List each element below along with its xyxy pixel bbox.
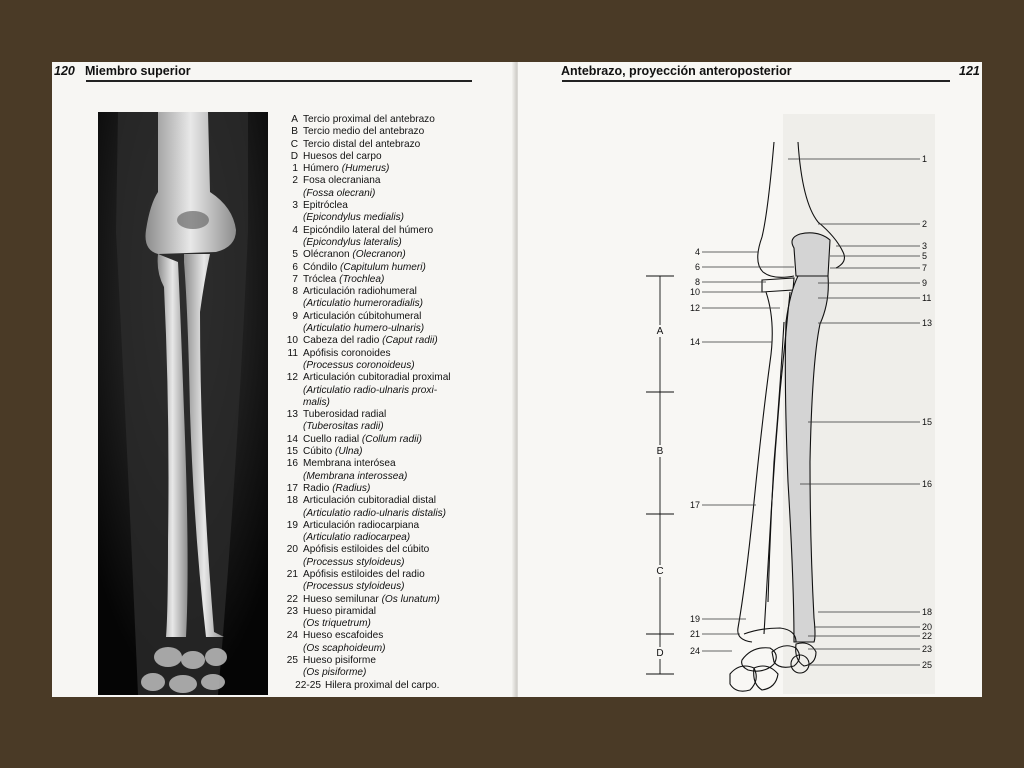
legend-key: 7 (292, 273, 298, 285)
legend-text (303, 200, 515, 212)
legend-term: Huesos del carpo (303, 150, 382, 162)
legend-item (285, 139, 515, 151)
diagram-label: 15 (922, 417, 933, 427)
legend-latin: (Collum radii) (361, 433, 422, 445)
legend-item (285, 483, 515, 495)
legend-key: 4 (292, 224, 298, 236)
legend-latin: (Capitulum humeri) (340, 261, 426, 273)
legend-term: Epitróclea (303, 200, 348, 212)
legend-text (303, 126, 515, 138)
legend-key: 9 (292, 310, 298, 322)
legend-term: Apófisis estiloides del radio (303, 568, 425, 580)
legend-item (285, 286, 515, 298)
legend-text (303, 458, 515, 470)
diagram-label: 8 (694, 277, 700, 287)
legend-key: 22 (286, 593, 298, 605)
legend-item (285, 495, 515, 507)
diagram-label: 10 (689, 287, 700, 297)
legend-key: 19 (286, 519, 298, 531)
legend-latin: (Articulatio humeroradialis) (303, 298, 424, 310)
diagram-label: 16 (922, 479, 933, 489)
legend-latin: (Epicondylus lateralis) (303, 236, 402, 248)
legend-text (325, 680, 515, 692)
legend-latin: (Tuberositas radii) (303, 421, 384, 433)
section-letter: C (656, 566, 664, 577)
legend-text (303, 274, 515, 286)
diagram-label: 3 (922, 241, 928, 251)
legend-term: Cóndilo (303, 261, 338, 273)
legend-text (303, 495, 515, 507)
legend-item (285, 434, 515, 446)
xray-svg (98, 112, 268, 695)
legend-term: Olécranon (303, 249, 350, 261)
legend-text (303, 262, 515, 274)
legend-key: B (291, 126, 298, 138)
legend-latin: (Olecranon) (352, 249, 406, 261)
legend-latin: (Humerus) (341, 163, 390, 175)
left-page (52, 62, 514, 697)
legend-latin: (Articulatio radio-ulnaris distalis) (303, 507, 447, 519)
legend-key: 17 (286, 482, 298, 494)
legend-key: 20 (286, 544, 298, 556)
diagram-label: 2 (922, 219, 928, 229)
diagram-label: 20 (922, 622, 933, 632)
legend-latin: (Processus styloideus) (303, 581, 405, 593)
legend-item (285, 163, 515, 175)
legend-key: 2 (292, 175, 298, 187)
left-page-number: 120 (54, 64, 75, 78)
legend-text (303, 520, 515, 532)
legend-term: Articulación cúbitohumeral (303, 310, 422, 322)
legend-item (285, 200, 515, 212)
legend-key: 10 (286, 335, 298, 347)
legend-key: 18 (286, 495, 298, 507)
legend-term: Tercio proximal del antebrazo (303, 114, 435, 125)
legend-key: 1 (292, 163, 298, 175)
diagram-label: 18 (922, 607, 933, 617)
legend-key: D (290, 150, 298, 162)
forearm-diagram (518, 62, 982, 697)
legend-item (285, 569, 515, 581)
right-page (518, 62, 982, 697)
legend-latin: (Processus styloideus) (303, 556, 405, 568)
legend-latin: (Epicondylus medialis) (303, 212, 404, 224)
book-spread (52, 62, 982, 697)
diagram-label: 13 (922, 318, 933, 328)
diagram-label: 21 (689, 629, 700, 639)
legend-latin: (Trochlea) (339, 273, 385, 285)
legend-text (303, 249, 515, 261)
diagram-label: 4 (694, 247, 700, 257)
legend-term: Cabeza del radio (303, 335, 380, 347)
legend-item (285, 594, 515, 606)
diagram-label: 25 (922, 660, 933, 670)
left-header-rule (86, 80, 472, 82)
legend-key: 16 (286, 458, 298, 470)
legend-term: Cúbito (303, 446, 333, 458)
legend-term: Hueso piramidal (303, 605, 376, 617)
legend-key: 11 (287, 347, 298, 359)
legend-key: 21 (286, 568, 298, 580)
legend-latin: (Caput radii) (382, 335, 438, 347)
legend-text (303, 409, 515, 421)
legend-latin: (Ulna) (335, 446, 363, 458)
legend-item (285, 151, 515, 163)
legend-term: Membrana interósea (303, 458, 396, 470)
legend-key: 5 (292, 249, 298, 261)
diagram-label: 22 (922, 631, 933, 641)
legend-text (303, 606, 515, 618)
legend-term: Articulación radiohumeral (303, 286, 417, 298)
legend-latin: (Membrana interossea) (303, 470, 408, 482)
legend-latin: (Os scaphoideum) (303, 642, 386, 654)
legend-latin: (Os triquetrum) (303, 618, 371, 630)
legend-latin: (Processus coronoideus) (303, 359, 415, 371)
legend-text (303, 483, 515, 495)
legend-key: 6 (292, 261, 298, 273)
legend-latin: (Os pisiforme) (303, 667, 367, 679)
legend-term: Articulación radiocarpiana (303, 519, 420, 531)
right-page-title: Antebrazo, proyección anteroposterior (561, 64, 792, 78)
diagram-label: 6 (694, 262, 700, 272)
legend-item (285, 348, 515, 360)
legend-text (303, 175, 515, 187)
legend-text (303, 569, 515, 581)
legend-text (303, 286, 515, 298)
legend-text (303, 151, 515, 163)
legend-term: Articulación cubitoradial distal (303, 495, 436, 507)
legend-latin: (Fossa olecrani) (303, 187, 376, 199)
legend-latin: malis) (303, 396, 330, 408)
legend-term: Hueso semilunar (303, 593, 379, 605)
legend-key: 24 (286, 630, 298, 642)
legend-item (285, 335, 515, 347)
legend-item (285, 458, 515, 470)
legend-text (303, 114, 515, 126)
legend-text (303, 335, 515, 347)
legend-key: 22-25 (295, 679, 321, 691)
legend-text (303, 594, 515, 606)
legend-term: Tuberosidad radial (303, 409, 387, 421)
legend-term: Tercio distal del antebrazo (303, 138, 421, 150)
diagram-label: 14 (689, 337, 700, 347)
legend-term: Cuello radial (303, 433, 360, 445)
legend-text (303, 163, 515, 175)
forearm-xray-image (98, 112, 268, 695)
legend-text (303, 225, 515, 237)
legend-latin: (Articulatio humero-ulnaris) (303, 323, 425, 335)
diagram-label: 5 (922, 251, 928, 261)
legend-term: Articulación cubitoradial proximal (303, 372, 451, 384)
legend-term: Radio (303, 482, 330, 494)
legend-text (303, 655, 515, 667)
diagram-label: 12 (689, 303, 700, 313)
legend-item (285, 114, 515, 126)
diagram-label: 11 (922, 293, 932, 303)
legend-text (303, 630, 515, 642)
left-page-title: Miembro superior (85, 64, 191, 78)
diagram-label: 17 (689, 500, 700, 510)
legend-item (285, 262, 515, 274)
legend-item (285, 655, 515, 667)
diagram-label: 24 (689, 646, 700, 656)
legend-item (285, 630, 515, 642)
legend-key: A (291, 114, 298, 125)
legend-term: Fosa olecraniana (303, 175, 381, 187)
legend-text (303, 139, 515, 151)
diagram-label: 1 (922, 154, 928, 164)
legend-text (303, 544, 515, 556)
legend-item (285, 249, 515, 261)
legend-key: 14 (286, 433, 298, 445)
legend-item (285, 680, 515, 692)
legend-term: Apófisis estiloides del cúbito (303, 544, 430, 556)
legend-key: 3 (292, 200, 298, 212)
diagram-label: 9 (922, 278, 928, 288)
legend-term: Tróclea (303, 273, 337, 285)
legend-text (303, 311, 515, 323)
diagram-label: 7 (922, 263, 928, 273)
section-letter: B (656, 446, 664, 457)
legend-item (285, 520, 515, 532)
legend-key: 12 (286, 372, 298, 384)
legend-item (285, 606, 515, 618)
legend-text (303, 434, 515, 446)
legend-term: Apófisis coronoides (303, 347, 391, 359)
legend-term: Hueso pisiforme (303, 655, 376, 667)
legend-term: Tercio medio del antebrazo (303, 126, 425, 138)
right-page-number: 121 (959, 64, 980, 78)
anatomy-legend (285, 114, 515, 692)
legend-key: 25 (286, 655, 298, 667)
legend-item (285, 372, 515, 384)
legend-item (285, 311, 515, 323)
legend-item (285, 225, 515, 237)
section-letter: A (656, 326, 664, 337)
legend-key: C (290, 138, 298, 150)
legend-item (285, 175, 515, 187)
legend-text (303, 446, 515, 458)
legend-item (285, 409, 515, 421)
section-letter: D (656, 648, 664, 659)
legend-key: 8 (292, 286, 298, 298)
legend-term: Epicóndilo lateral del húmero (303, 224, 434, 236)
legend-item (285, 274, 515, 286)
legend-key: 23 (286, 605, 298, 617)
legend-key: 15 (286, 446, 298, 458)
diagram-label: 23 (922, 644, 933, 654)
legend-term: Hueso escafoides (303, 630, 384, 642)
legend-term: Hilera proximal del carpo. (325, 679, 440, 691)
diagram-label: 19 (689, 614, 700, 624)
legend-text (303, 372, 515, 384)
legend-text (303, 348, 515, 360)
legend-key: 13 (286, 409, 298, 421)
legend-term: Húmero (303, 163, 339, 175)
legend-latin: (Articulatio radio-ulnaris proxi- (303, 384, 438, 396)
legend-latin: (Radius) (332, 482, 371, 494)
legend-latin: (Os lunatum) (381, 593, 440, 605)
legend-item (285, 446, 515, 458)
legend-item (285, 126, 515, 138)
legend-latin: (Articulatio radiocarpea) (303, 532, 411, 544)
legend-item (285, 544, 515, 556)
